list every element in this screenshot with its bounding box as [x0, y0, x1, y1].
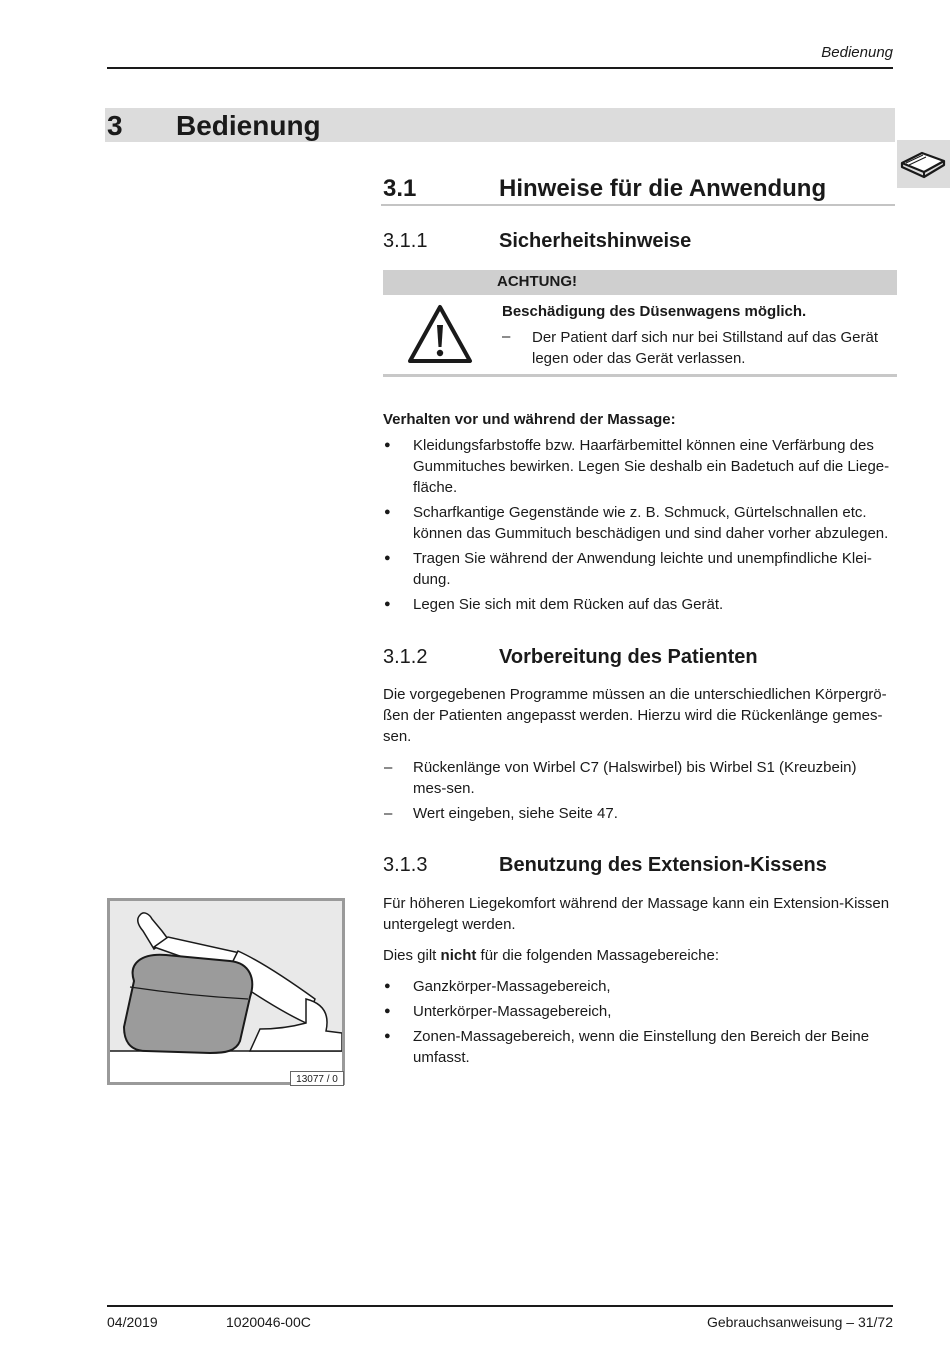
footer-page-info: Gebrauchsanweisung – 31/72 — [706, 1314, 893, 1330]
paragraph: Die vorgegebenen Programme müssen an die unterschiedlichen Körpergrö-ßen der Patienten angepasst werden. Hierzu wird die Rückenlänge gemes-sen. — [383, 686, 887, 745]
list-item: ● Zonen-Massagebereich, wenn die Einstellung den Bereich der Beine umfasst. — [383, 1026, 893, 1068]
list-item: – Rückenlänge von Wirbel C7 (Halswirbel) bis Wirbel S1 (Kreuzbein) mes-sen. — [383, 757, 893, 799]
warning-text: Der Patient darf sich nur bei Stillstand auf das Gerät legen oder das Gerät verlassen. — [532, 329, 879, 367]
section-title: Hinweise für die Anwendung — [499, 175, 827, 202]
warning-bottom-rule — [383, 374, 897, 377]
chapter-title: Bedienung — [176, 110, 321, 141]
footer-date: 04/2019 — [107, 1314, 158, 1330]
warning-label: ACHTUNG! — [497, 273, 577, 290]
pillow-illustration — [107, 898, 345, 1085]
list-item: ● Unterkörper-Massagebereich, — [383, 1001, 893, 1022]
list-item: ● Scharfkantige Gegenstände wie z. B. Schmuck, Gürtelschnallen etc. können das Gummituch beschädigen und sind daher vorher abzulegen. — [383, 502, 893, 544]
section-number: 3.1 — [383, 175, 417, 202]
subsection-title: Benutzung des Extension-Kissens — [499, 854, 827, 876]
subsection-title: Sicherheitshinweise — [499, 230, 692, 252]
behaviour-heading: Verhalten vor und während der Massage: — [383, 411, 676, 428]
running-header: Bedienung — [821, 44, 893, 61]
footer-rule — [107, 1305, 893, 1307]
warning-title: Beschädigung des Düsenwagens möglich. — [502, 303, 807, 320]
warning-dash: – — [502, 328, 511, 345]
subsection-number: 3.1.1 — [383, 230, 428, 252]
footer-doc-number: 1020046-00C — [226, 1314, 311, 1330]
paragraph: Für höheren Liegekomfort während der Massage kann ein Extension-Kissen untergelegt werden. — [383, 895, 890, 933]
chapter-number: 3 — [107, 110, 123, 141]
figure-label: 13077 / 0 — [290, 1071, 344, 1086]
list-item: ● Kleidungsfarbstoffe bzw. Haarfärbemittel können eine Verfärbung des Gummituches bewirken. Legen Sie deshalb ein Badetuch auf die Liege-fläche. — [383, 435, 893, 498]
subsection-title: Vorbereitung des Patienten — [499, 646, 758, 668]
warning-triangle-icon — [407, 303, 473, 370]
list-item: – Wert eingeben, siehe Seite 47. — [383, 803, 893, 824]
chapter-tab — [897, 140, 950, 188]
book-icon — [900, 148, 946, 180]
subsection-number: 3.1.3 — [383, 854, 428, 876]
list-item: ● Legen Sie sich mit dem Rücken auf das Gerät. — [383, 594, 893, 615]
header-rule — [107, 67, 893, 69]
steps-list — [383, 757, 893, 828]
note-text: Dies gilt — [383, 947, 441, 964]
behaviour-list — [383, 435, 893, 619]
paragraph — [383, 945, 893, 966]
massage-area-list — [383, 976, 893, 1072]
list-item: ● Ganzkörper-Massagebereich, — [383, 976, 893, 997]
note-text: für die folgenden Massagebereiche: — [476, 947, 720, 964]
subsection-number: 3.1.2 — [383, 646, 428, 668]
note-bold: nicht — [440, 947, 477, 964]
section-rule — [381, 204, 895, 206]
list-item: ● Tragen Sie während der Anwendung leichte und unempfindliche Klei-dung. — [383, 548, 893, 590]
warning-bar — [383, 270, 897, 295]
